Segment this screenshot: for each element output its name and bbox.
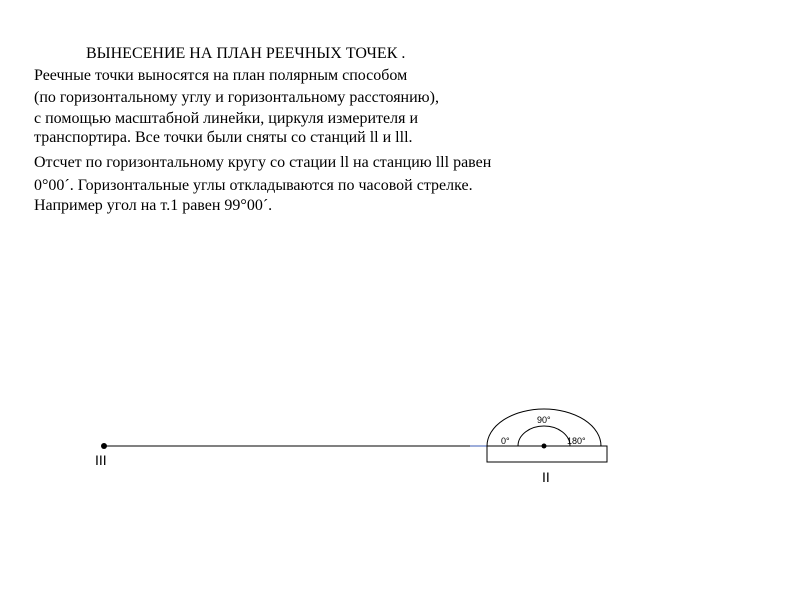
station-iii-point (101, 443, 107, 449)
protractor-label-180: 180° (567, 436, 586, 446)
protractor-label-0: 0° (501, 436, 510, 446)
protractor-base (487, 446, 607, 462)
protractor-arc-inner (518, 426, 570, 446)
paragraph-1-line-2: (по горизонтальному углу и горизонтальному расстоянию), (34, 89, 439, 106)
paragraph-1-line-3: с помощью масштабной линейки, циркуля измерителя и (34, 110, 419, 127)
protractor-label-90: 90° (537, 415, 551, 425)
paragraph-1-line-4: транспортира. Все точки были сняты со станций ll и lll. (34, 129, 413, 146)
paragraph-2-line-2: 0°00´. Горизонтальные углы откладываются по часовой стрелке. (34, 177, 473, 194)
paragraph-1-line-1: Реечные точки выносятся на план полярным способом (34, 67, 408, 84)
station-ii-point (542, 444, 547, 449)
paragraph-2-line-1: Отсчет по горизонтальному кругу со стации ll на станцию lll равен (34, 154, 492, 171)
station-ii-label: II (542, 469, 550, 485)
station-iii-label: III (95, 452, 107, 468)
paragraph-2-line-3: Например угол на т.1 равен 99°00´. (34, 197, 273, 214)
page-title: ВЫНЕСЕНИЕ НА ПЛАН РЕЕЧНЫХ ТОЧЕК . (86, 45, 406, 62)
